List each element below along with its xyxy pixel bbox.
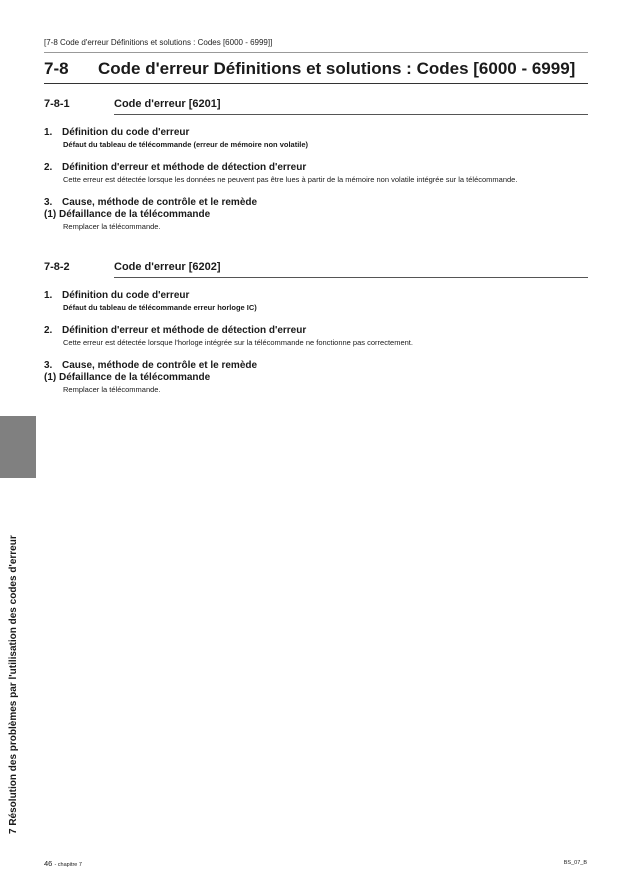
section-number: 7-8-1 [44, 98, 70, 110]
section-number: 7-8-2 [44, 261, 70, 273]
detection-text: Cette erreur est détectée lorsque les données ne peuvent pas être lues à partir de la mémoire non volatile intégrée sur la télécommande. [63, 175, 518, 184]
document-code: BS_07_B [563, 860, 587, 866]
cause-sub-title: (1) Défaillance de la télécommande [44, 372, 211, 383]
definition-item [44, 127, 588, 149]
chapter-title-text: Code d'erreur Définitions et solutions : Codes [6000 - 6999] [98, 59, 576, 78]
header-divider [44, 52, 588, 53]
detection-text: Cette erreur est détectée lorsque l'horloge intégrée sur la télécommande ne fonctionne pas correctement. [63, 338, 413, 347]
cause-title: Cause, méthode de contrôle et le remède [62, 360, 258, 371]
cause-item [44, 360, 588, 394]
cause-sub-title: (1) Défaillance de la télécommande [44, 209, 211, 220]
page-number: 46 [44, 859, 53, 868]
definition-item [44, 290, 588, 312]
item-number: 3. [44, 360, 53, 371]
section-heading [44, 261, 588, 273]
definition-text: Défaut du tableau de télécommande erreur horloge IC) [63, 303, 257, 312]
cause-text: Remplacer la télécommande. [63, 222, 161, 231]
section-title: Code d'erreur [6202] [114, 261, 221, 273]
chapter-divider [44, 83, 588, 84]
chapter-side-tab [0, 416, 36, 478]
chapter-reference: - chapitre 7 [54, 862, 82, 868]
definition-text: Défaut du tableau de télécommande (erreur de mémoire non volatile) [63, 140, 309, 149]
cause-item [44, 197, 588, 231]
item-number: 1. [44, 127, 53, 138]
detection-item [44, 162, 588, 184]
definition-title: Définition du code d'erreur [62, 127, 190, 138]
item-number: 2. [44, 325, 53, 336]
section-divider [114, 277, 588, 278]
definition-title: Définition du code d'erreur [62, 290, 190, 301]
header-breadcrumb: [7-8 Code d'erreur Définitions et solutions : Codes [6000 - 6999]] [44, 38, 273, 47]
section-heading [44, 98, 588, 110]
detection-item [44, 325, 588, 347]
detection-title: Définition d'erreur et méthode de détection d'erreur [62, 325, 307, 336]
section-6202 [44, 261, 588, 394]
chapter-number: 7-8 [44, 59, 69, 78]
detection-title: Définition d'erreur et méthode de détection d'erreur [62, 162, 307, 173]
cause-title: Cause, méthode de contrôle et le remède [62, 197, 258, 208]
footer-page [44, 859, 82, 868]
section-title: Code d'erreur [6201] [114, 98, 221, 110]
section-6201 [44, 98, 588, 231]
item-number: 3. [44, 197, 53, 208]
section-divider [114, 114, 588, 115]
item-number: 1. [44, 290, 53, 301]
chapter-title [44, 59, 588, 79]
cause-text: Remplacer la télécommande. [63, 385, 161, 394]
chapter-side-label: 7 Résolution des problèmes par l'utilisation des codes d'erreur [8, 535, 19, 834]
item-number: 2. [44, 162, 53, 173]
